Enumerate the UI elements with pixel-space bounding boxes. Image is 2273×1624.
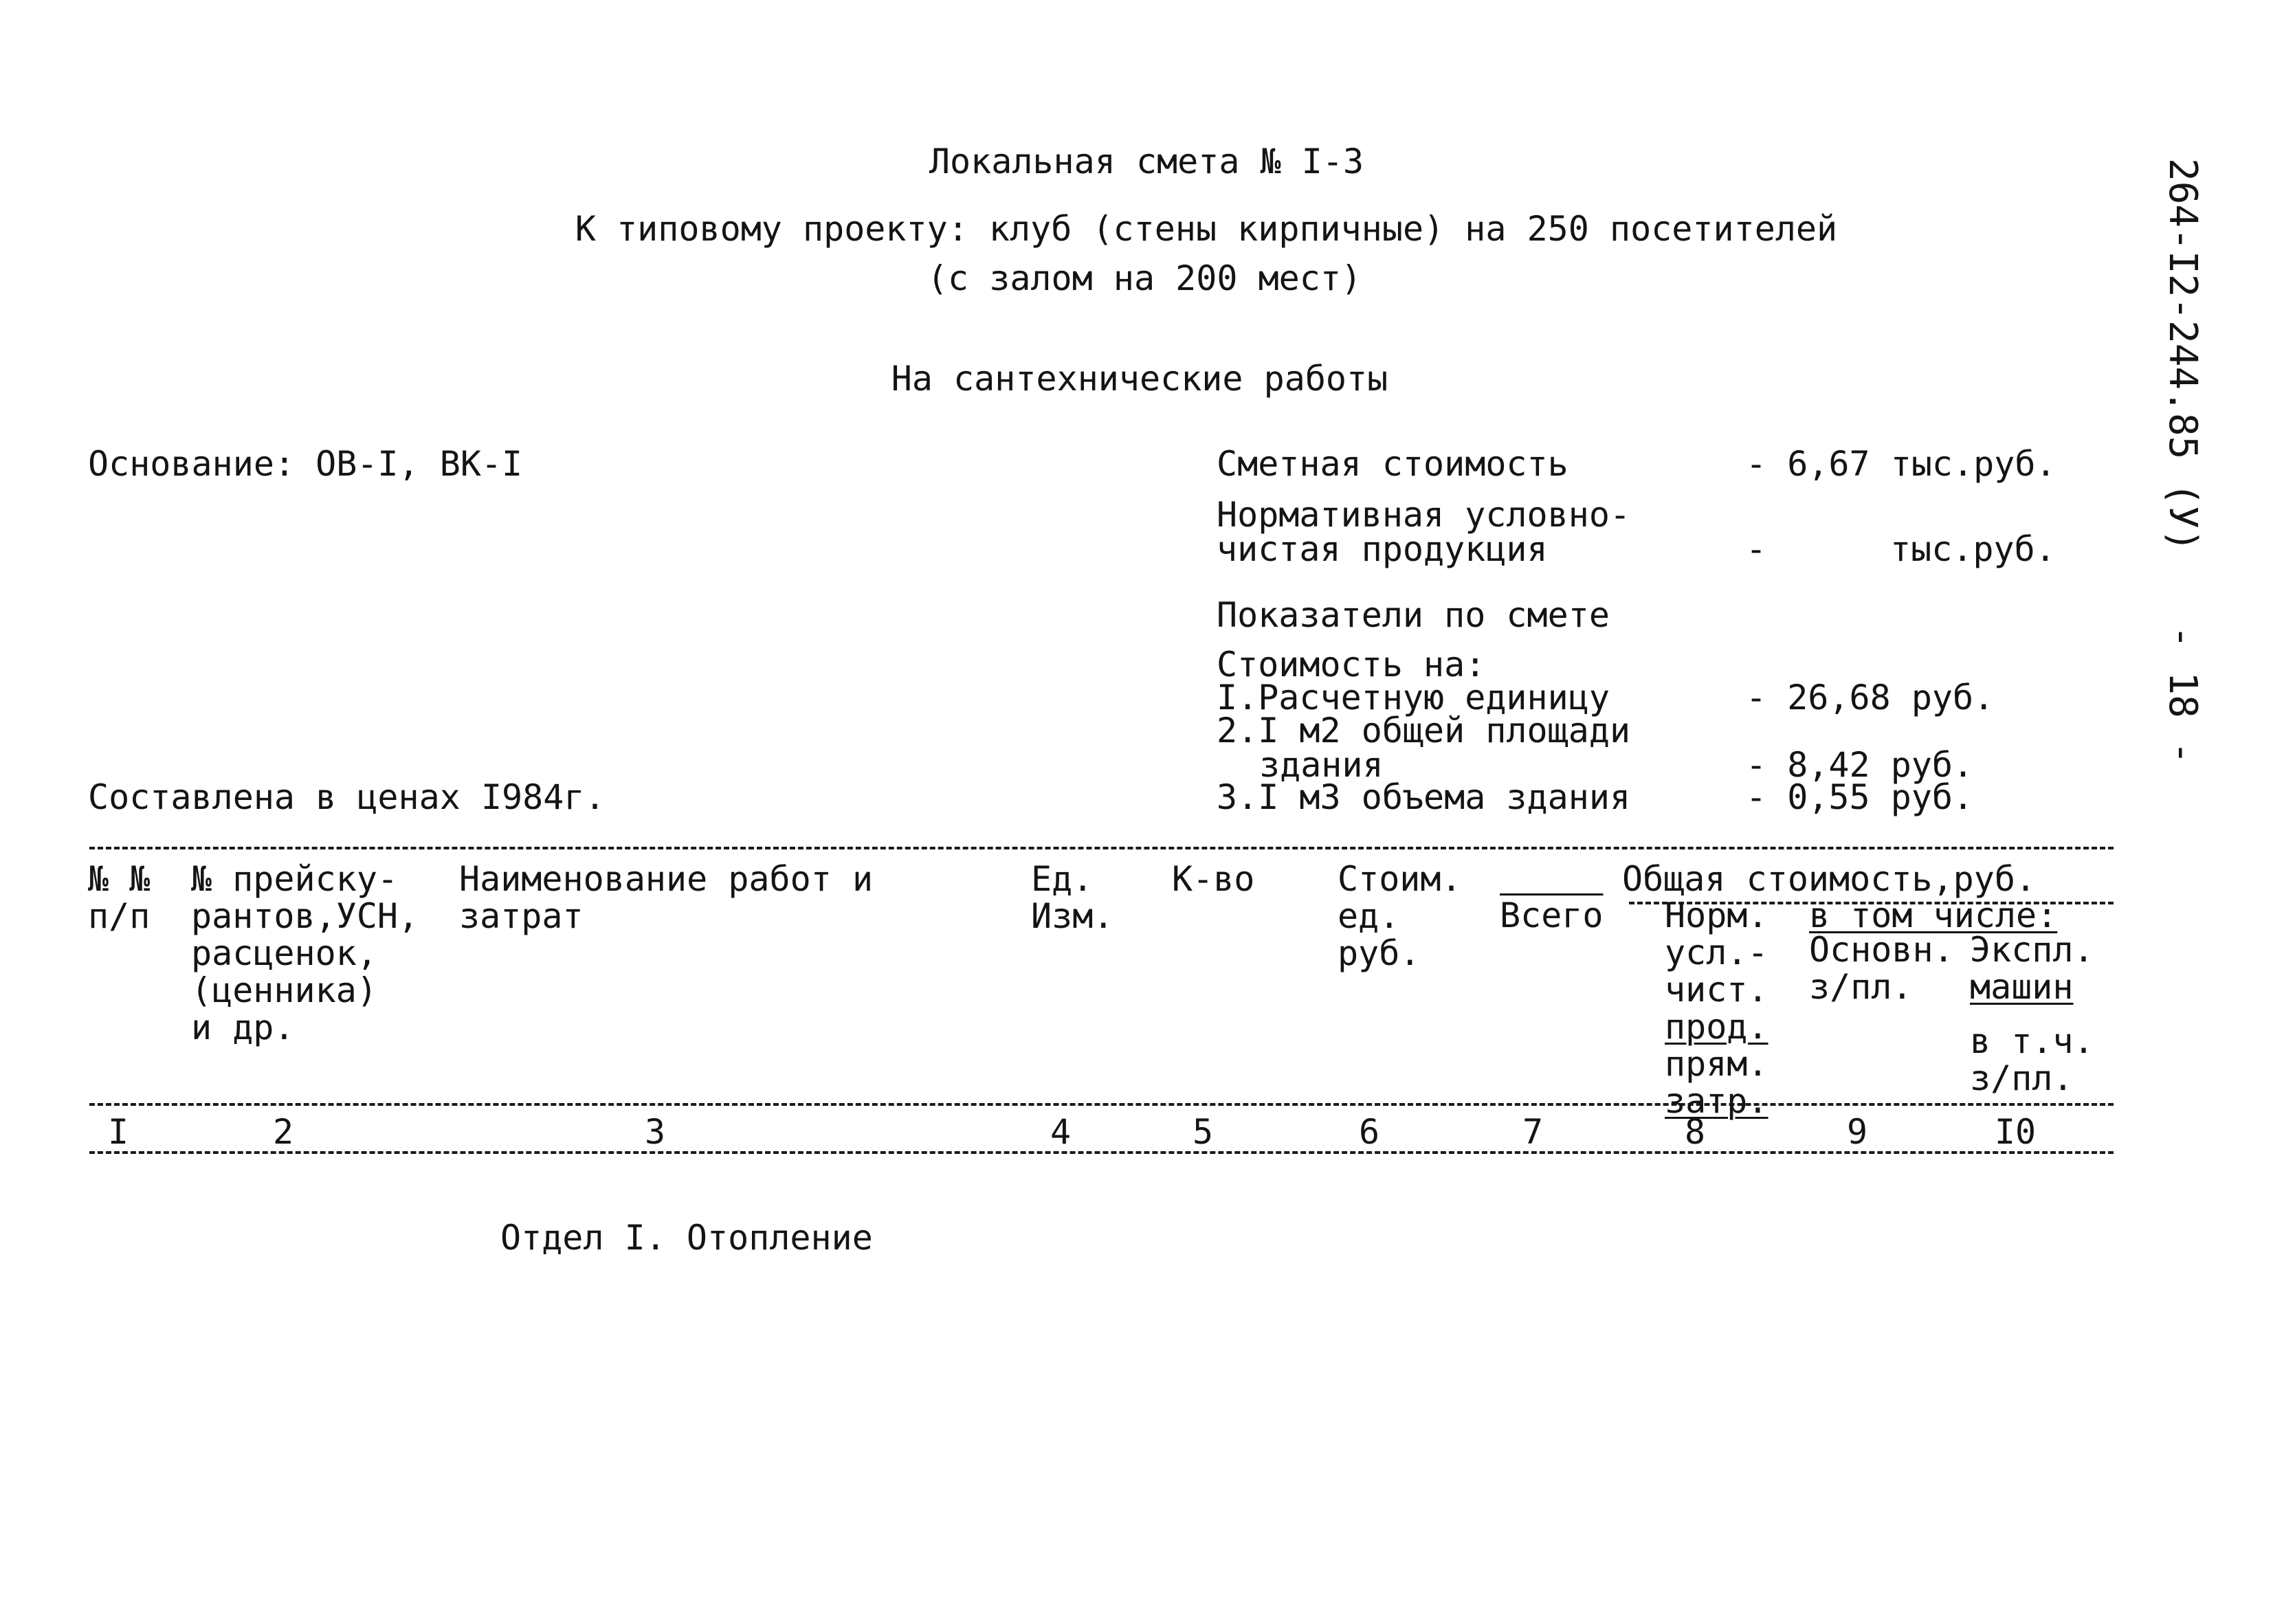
- normative-dash: -: [1746, 529, 1767, 569]
- indicator-1-label: I.Расчетную единицу: [1217, 678, 1610, 718]
- col-number-6: 6: [1358, 1112, 1380, 1152]
- normative-label-1: Нормативная условно-: [1217, 495, 1631, 535]
- indicator-3-value: - 0,55 руб.: [1746, 777, 1974, 817]
- indicators-label: Показатели по смете: [1217, 595, 1610, 635]
- col-number-8: 8: [1684, 1112, 1706, 1152]
- basis: Основание: ОВ-I, ВК-I: [88, 444, 523, 484]
- col-number-7: 7: [1522, 1112, 1544, 1152]
- col-number-1: I: [107, 1112, 129, 1152]
- section-heading: Отдел I. Отопление: [500, 1218, 873, 1258]
- col-number-5: 5: [1192, 1112, 1214, 1152]
- header-col-3: Наименование работ и затрат: [459, 859, 874, 936]
- header-col-8: Норм. усл.- чист. прод. прям. затр.: [1665, 896, 1768, 1121]
- cost-on-label: Стоимость на:: [1217, 645, 1486, 685]
- estimated-cost-value: - 6,67 тыс.руб.: [1746, 444, 2056, 484]
- header-total-group: Общая стоимость,руб.: [1622, 859, 2037, 899]
- compiled-prices: Составлена в ценах I984г.: [88, 777, 606, 817]
- header-bottom-rule: [89, 1103, 2114, 1106]
- header-col-10a: Экспл. машин: [1970, 930, 2094, 1007]
- table-bottom-rule: [89, 1151, 2114, 1154]
- estimated-cost-label: Сметная стоимость: [1217, 444, 1568, 484]
- indicator-2-value: - 8,42 руб.: [1746, 745, 1974, 785]
- header-incl-group: в том числе:: [1809, 896, 2058, 935]
- header-col-1: № № п/п: [88, 859, 151, 936]
- normative-unit: тыс.руб.: [1890, 529, 2056, 569]
- header-col-7: Всего: [1500, 896, 1604, 935]
- header-col-10b: в т.ч. з/пл.: [1970, 1021, 2094, 1098]
- side-page-number: - 18 -: [2160, 625, 2205, 765]
- table-top-rule: [89, 847, 2114, 849]
- indicator-2-label-2: здания: [1259, 745, 1384, 785]
- works-type: На сантехнические работы: [891, 359, 1388, 399]
- header-col-5: К-во: [1172, 859, 1255, 899]
- estimate-title: Локальная смета № I-3: [929, 142, 1364, 181]
- side-document-code: 264-I2-244.85 (У): [2160, 158, 2205, 553]
- header-col-9: Основн. з/пл.: [1809, 930, 1954, 1007]
- col-number-10: I0: [1994, 1112, 2037, 1152]
- indicator-3-label: 3.I м3 объема здания: [1217, 777, 1631, 817]
- header-col-6: Стоим. ед. руб.: [1338, 859, 1462, 973]
- project-line-2: (с залом на 200 мест): [927, 258, 1362, 298]
- normative-label-2: чистая продукция: [1217, 529, 1548, 569]
- col-number-3: 3: [644, 1112, 666, 1152]
- col-number-2: 2: [272, 1112, 294, 1152]
- project-line-1: К типовому проекту: клуб (стены кирпичные) на 250 посетителей: [575, 209, 1838, 249]
- col-number-4: 4: [1050, 1112, 1072, 1152]
- col-number-9: 9: [1846, 1112, 1868, 1152]
- header-col-4: Ед. Изм.: [1031, 859, 1114, 936]
- indicator-2-label-1: 2.I м2 общей площади: [1217, 711, 1631, 750]
- indicator-1-value: - 26,68 руб.: [1746, 678, 1995, 718]
- header-col-2: № прейску- рантов,УСН, расценок, (ценника) и др.: [191, 859, 419, 1047]
